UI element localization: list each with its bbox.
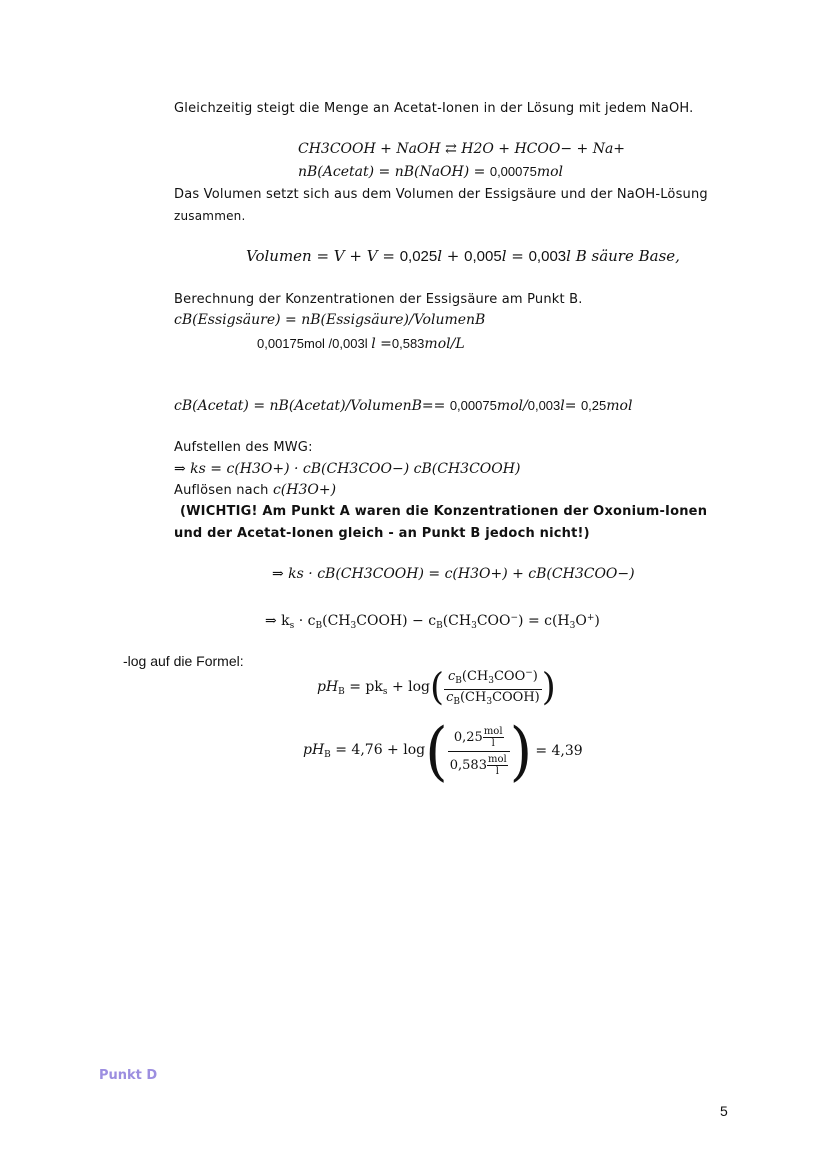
text-line: Aufstellen des MWG: — [174, 440, 313, 455]
text-line: Das Volumen setzt sich aus dem Volumen der Essigsäure und der NaOH-Lösung — [174, 187, 708, 202]
reaction-equation: CH3COOH + NaOH ⇄ H2O + HCOO− + Na+ — [298, 141, 626, 157]
acetate-concentration: cB(Acetat) = nB(Acetat)/VolumenB== 0,00075mol/0,003l= 0,25mol — [174, 398, 633, 414]
right-paren: ) — [509, 713, 533, 789]
important-note: und der Acetat-Ionen gleich - an Punkt B jedoch nicht!) — [174, 526, 590, 541]
text-line: Berechnung der Konzentrationen der Essigsäure am Punkt B. — [174, 292, 583, 307]
left-paren: ( — [425, 713, 448, 789]
mole-equation: nB(Acetat) = nB(NaOH) = 0,00075mol — [298, 164, 564, 180]
important-note: (WICHTIG! Am Punkt A waren die Konzentrationen der Oxonium-Ionen — [180, 504, 708, 519]
text-line: Gleichzeitig steigt die Menge an Acetat-Ionen in der Lösung mit jedem NaOH. — [174, 101, 694, 116]
text-line: zusammen. — [174, 209, 246, 223]
concentration-calc: 0,00175mol /0,003l l =0,583mol/L — [257, 336, 465, 352]
ph-result-formula: $pH_B = 4,76 + \log$( 0,25 $\frac{\text{mol}}{l}$ 0,583 $\frac{\text{mol}}{l}$ ) = 4,39 — [303, 713, 583, 789]
rearranged-formula: ⇒ $k_s$ · $c_B(CH_3COOH) - c_B(CH_3COO^-) = c(H_3O^+)$ — [265, 613, 600, 631]
section-label: Punkt D — [99, 1068, 158, 1083]
left-paren: ( — [430, 665, 445, 709]
right-paren: ) — [541, 665, 556, 709]
solve-line: Auflösen nach c(H3O+) — [174, 482, 337, 498]
concentration-formula: cB(Essigsäure) = nB(Essigsäure)/VolumenB — [174, 312, 486, 328]
ph-formula: $pH_B = pk_s + \log$( $\frac{c_B(CH_3COO^-)}{c_B(CH_3COOH)}$ ) — [317, 665, 556, 709]
volume-equation: Volumen = V + V = 0,025l + 0,005l = 0,003l B säure Base, — [246, 247, 680, 265]
page-number: 5 — [720, 1103, 728, 1119]
mwg-equation: ⇒ ks = c(H3O+) · cB(CH3COO−) cB(CH3COOH) — [174, 461, 521, 477]
rearranged-equation: ⇒ ks · cB(CH3COOH) = c(H3O+) + cB(CH3COO−) — [272, 566, 635, 582]
text-line: -log auf die Formel: — [123, 653, 244, 669]
